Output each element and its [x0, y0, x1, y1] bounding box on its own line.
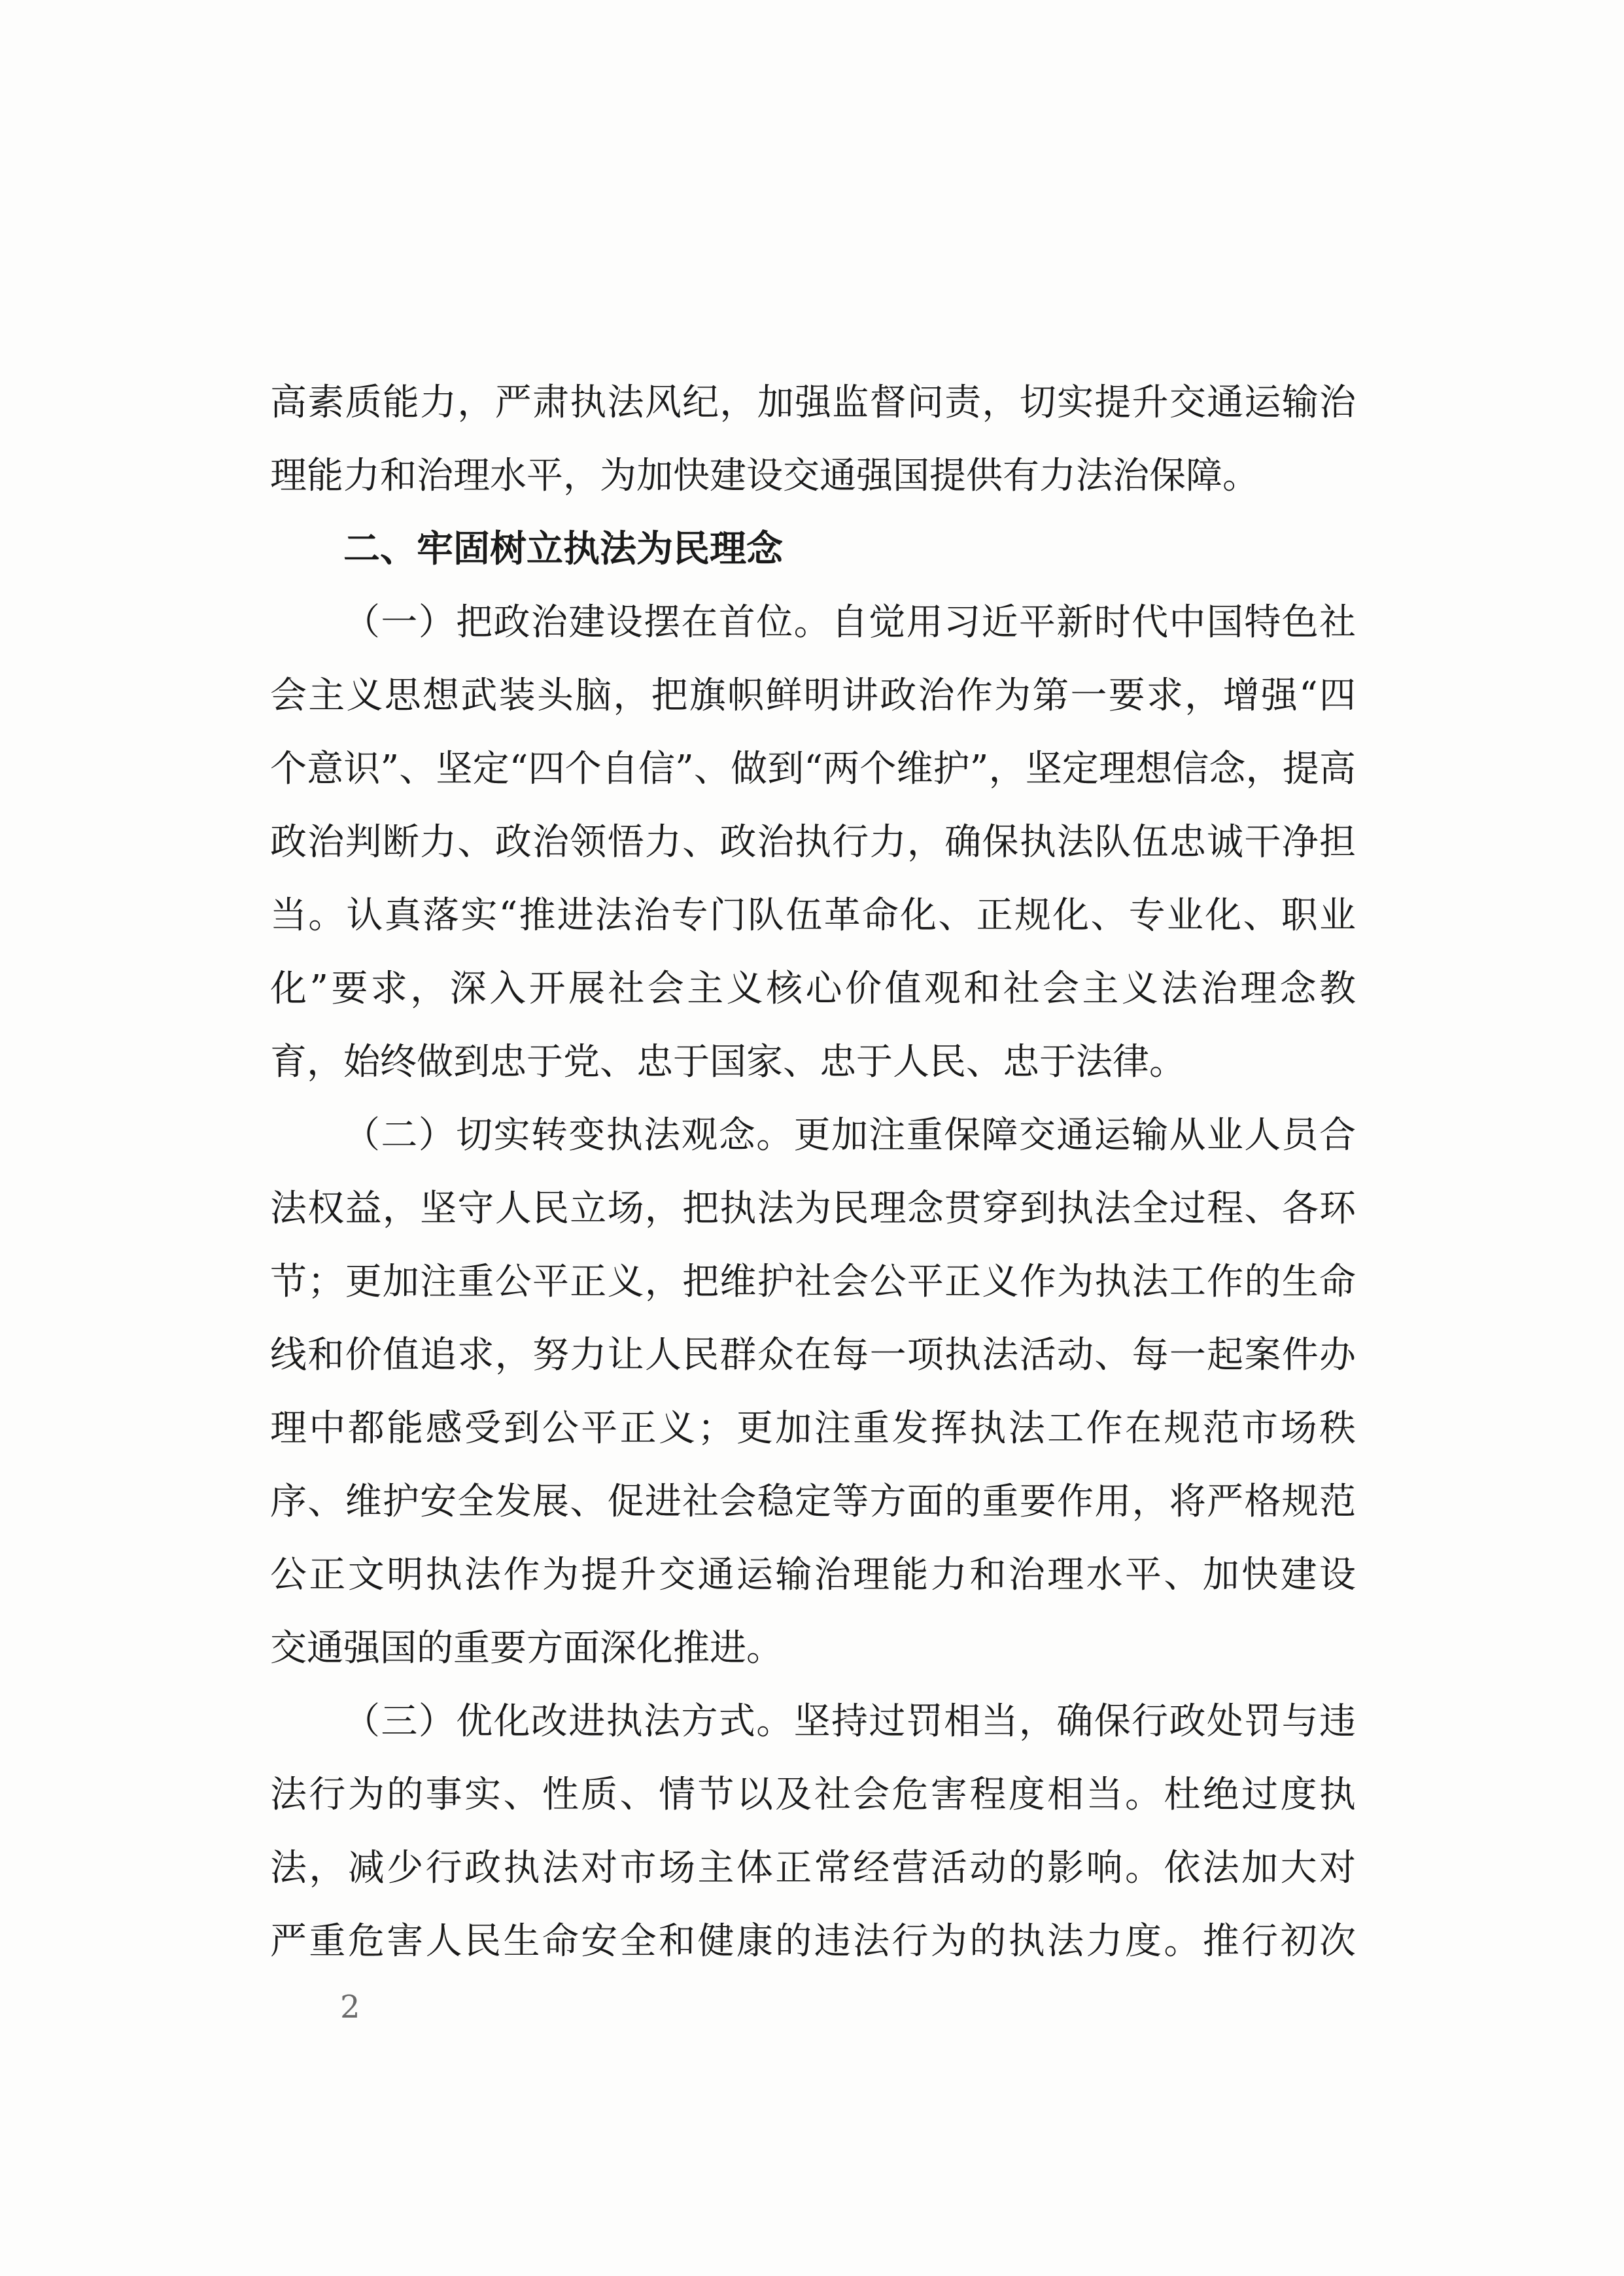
text-line: （一）把政治建设摆在首位。自觉用习近平新时代中国特色社	[343, 601, 1356, 644]
text-line: 法行为的事实、性质、情节以及社会危害程度相当。杜绝过度执	[270, 1774, 1356, 1816]
text-line: 节；更加注重公平正义，把维护社会公平正义作为执法工作的生命	[270, 1261, 1356, 1303]
text-line: 理能力和治理水平，为加快建设交通强国提供有力法治保障。	[270, 455, 1259, 497]
text-line: 个意识”、坚定“四个自信”、做到“两个维护”，坚定理想信念，提高	[270, 748, 1356, 790]
text-line: 育，始终做到忠于党、忠于国家、忠于人民、忠于法律。	[270, 1041, 1186, 1083]
text-line: 化”要求，深入开展社会主义核心价值观和社会主义法治理念教	[270, 968, 1356, 1010]
text-line: 高素质能力，严肃执法风纪，加强监督问责，切实提升交通运输治	[270, 381, 1356, 424]
text-line: 交通强国的重要方面深化推进。	[270, 1627, 783, 1670]
text-line: 线和价值追求，努力让人民群众在每一项执法活动、每一起案件办	[270, 1334, 1356, 1376]
text-line: 会主义思想武装头脑，把旗帜鲜明讲政治作为第一要求，增强“四	[270, 674, 1356, 717]
text-line: 法，减少行政执法对市场主体正常经营活动的影响。依法加大对	[270, 1847, 1356, 1889]
text-line: 公正文明执法作为提升交通运输治理能力和治理水平、加快建设	[270, 1554, 1356, 1596]
text-line: 当。认真落实“推进法治专门队伍革命化、正规化、专业化、职业	[270, 894, 1356, 937]
text-line: 理中都能感受到公平正义；更加注重发挥执法工作在规范市场秩	[270, 1407, 1356, 1450]
text-line: 序、维护安全发展、促进社会稳定等方面的重要作用，将严格规范	[270, 1480, 1356, 1523]
text-line: 政治判断力、政治领悟力、政治执行力，确保执法队伍忠诚干净担	[270, 821, 1356, 864]
text-line: （三）优化改进执法方式。坚持过罚相当，确保行政处罚与违	[343, 1700, 1356, 1743]
text-line: 法权益，坚守人民立场，把执法为民理念贯穿到执法全过程、各环	[270, 1187, 1356, 1230]
page-number: 2	[340, 1989, 360, 2025]
text-line: 严重危害人民生命安全和健康的违法行为的执法力度。推行初次	[270, 1920, 1356, 1963]
section-heading: 二、牢固树立执法为民理念	[343, 528, 783, 570]
text-line: （二）切实转变执法观念。更加注重保障交通运输从业人员合	[343, 1114, 1356, 1157]
